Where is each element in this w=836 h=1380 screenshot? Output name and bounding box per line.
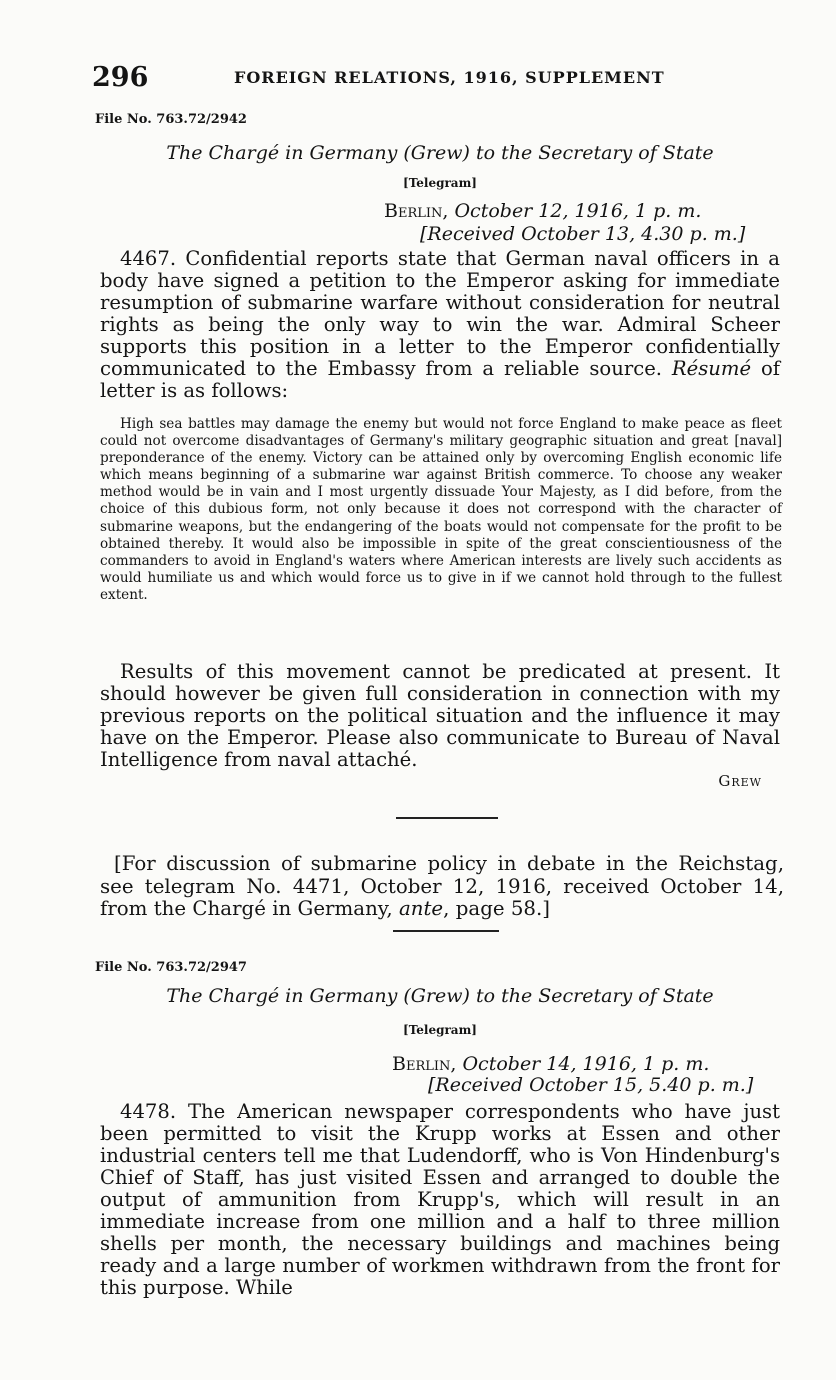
dateline-place: Berlin [384,200,443,222]
document-title: The Chargé in Germany (Grew) to the Secretary of State [166,985,714,1007]
telegram-label: [Telegram] [403,176,477,190]
file-number: File No. 763.72/2942 [95,112,247,127]
telegram-paragraph-2: Results of this movement cannot be predicated at present. It should however be given full consideration in connection with my previous reports on the political situation and the influence it may have on the Emperor. Please also communicate to Bureau of Naval Intelligence from naval attaché. [100,660,780,771]
dateline-date: October 12, 1916, 1 p. m. [454,200,702,222]
note-text: [For discussion of submarine policy in debate in the Reichstag, see telegram No. 4471, October 12, 1916, received October 14, from the Chargé in Germany, [100,852,784,920]
note-ante: ante [398,897,444,920]
dateline-place: Berlin [392,1053,451,1075]
section-divider [396,817,498,819]
file-number: File No. 763.72/2947 [95,960,247,975]
received-line: [Received October 15, 5.40 p. m.] [428,1074,754,1096]
document-title: The Chargé in Germany (Grew) to the Secretary of State [166,142,714,164]
running-title: FOREIGN RELATIONS, 1916, SUPPLEMENT [234,68,665,87]
section-divider [393,930,499,932]
page-number: 296 [92,62,149,93]
telegram-paragraph: 4478. The American newspaper correspondents who have just been permitted to visit the Krupp works at Essen and other industrial centers tell me that Ludendorff, who is Von Hindenburg's Chief of Staff, has just visited Essen and arranged to double the output of ammunition from Krupp's, which will result in an immediate increase from one million and a half to three million shells per month, the necessary buildings and machines being ready and a large number of workmen withdrawn from the front for this purpose. While [100,1100,780,1299]
telegram-label: [Telegram] [403,1023,477,1037]
editorial-note [100,853,784,921]
received-line: [Received October 13, 4.30 p. m.] [420,223,746,245]
quoted-letter: High sea battles may damage the enemy but would not force England to make peace as fleet could not overcome disadvantages of Germany's military geographic situation and great [naval] preponderance of the enemy. Victory can be attained only by overcoming English economic life which means beginning of a submarine war against British commerce. To choose any weaker method would be in vain and I most urgently dissuade Your Majesty, as I did before, from the choice of this dubious form, not only because it does not correspond with the character of submarine weapons, but the endangering of the boats would not compensate for the profit to be obtained thereby. It would also be impossible in spite of the great conscientiousness of the commanders to avoid in England's waters where American interests are lively such accidents as would humiliate us and which would force us to give in if we cannot hold through to the fullest extent. [100,416,782,603]
dateline: Berlin, October 12, 1916, 1 p. m. [384,200,702,222]
note-text-end: , page 58.] [443,897,551,920]
telegram-paragraph [100,248,780,402]
signature: Grew [718,772,762,790]
dateline: Berlin, October 14, 1916, 1 p. m. [392,1053,710,1075]
paragraph-text-end: of letter is as follows: [100,357,780,402]
paragraph-text: 4467. Confidential reports state that German naval officers in a body have signed a petition to the Emperor asking for immediate resumption of submarine warfare without consideration for neutral rights as being the only way to win the war. Admiral Scheer supports this position in a letter to the Emperor confidentially communicated to the Embassy from a reliable source. [100,247,780,380]
resume-word: Résumé [671,357,752,380]
dateline-date: October 14, 1916, 1 p. m. [462,1053,710,1075]
